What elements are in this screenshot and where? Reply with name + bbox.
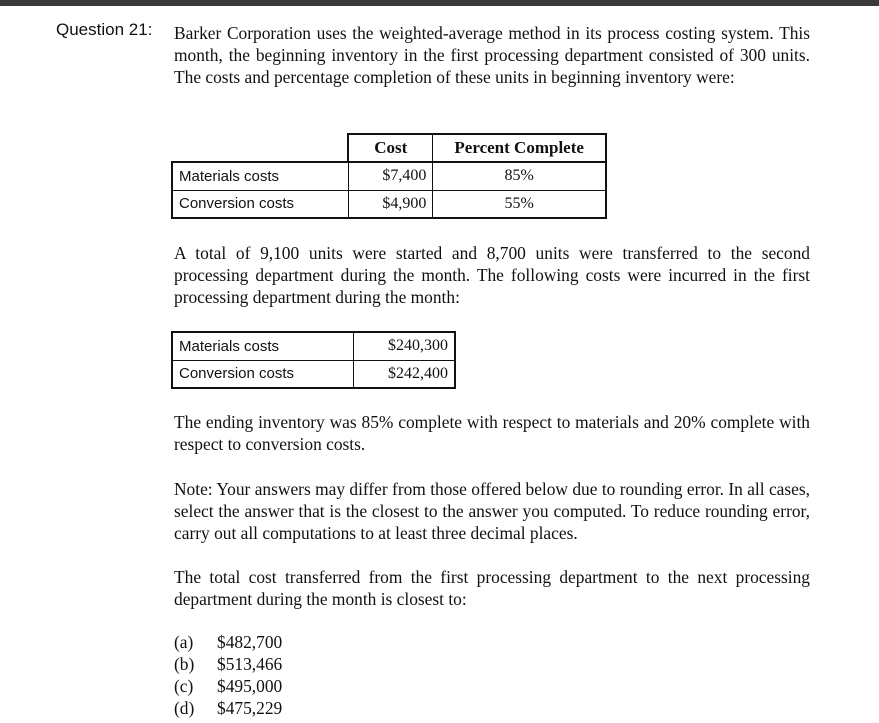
- answer-option-d[interactable]: [174, 697, 282, 719]
- amount-value: $242,400: [353, 360, 455, 388]
- option-value: $495,000: [217, 676, 283, 696]
- beginning-inventory-table: [171, 133, 607, 219]
- table-row: [172, 360, 455, 388]
- row-label: Conversion costs: [172, 190, 348, 218]
- option-letter: (d): [174, 698, 195, 718]
- option-value: $475,229: [217, 698, 283, 718]
- units-paragraph: A total of 9,100 units were started and 8,700 units were transferred to the second processing department during the month. The following costs were incurred in the first processing department during the month:: [174, 243, 810, 307]
- answer-option-a[interactable]: [174, 631, 282, 653]
- answer-option-c[interactable]: [174, 675, 282, 697]
- row-label: Conversion costs: [172, 360, 353, 388]
- percent-value: 85%: [433, 162, 606, 190]
- question-prompt: The total cost transferred from the first processing department to the next processing department during the month is closest to:: [174, 567, 810, 609]
- cost-header: Cost: [348, 134, 433, 162]
- option-value: $513,466: [217, 654, 283, 674]
- table-header-row: [172, 134, 606, 162]
- percent-value: 55%: [433, 190, 606, 218]
- table-row: [172, 332, 455, 360]
- top-border-bar: [0, 0, 879, 6]
- option-letter: (b): [174, 654, 195, 674]
- ending-inventory-paragraph: The ending inventory was 85% complete with respect to materials and 20% complete with respect to conversion costs.: [174, 412, 810, 454]
- answer-option-b[interactable]: [174, 653, 282, 675]
- option-letter: (a): [174, 632, 194, 652]
- amount-value: $240,300: [353, 332, 455, 360]
- table-row: [172, 162, 606, 190]
- table-row: [172, 190, 606, 218]
- answer-options: [174, 631, 282, 719]
- empty-header-cell: [172, 134, 348, 162]
- costs-incurred-table: [171, 331, 456, 389]
- option-letter: (c): [174, 676, 194, 696]
- cost-value: $7,400: [348, 162, 433, 190]
- option-value: $482,700: [217, 632, 283, 652]
- cost-value: $4,900: [348, 190, 433, 218]
- row-label: Materials costs: [172, 162, 348, 190]
- row-label: Materials costs: [172, 332, 353, 360]
- question-number: Question 21:: [56, 20, 153, 39]
- percent-complete-header: Percent Complete: [433, 134, 606, 162]
- question-intro: Barker Corporation uses the weighted-average method in its process costing system. This month, the beginning inventory in the first processing department consisted of 300 units. The costs and percentage completion of these units in beginning inventory were:: [174, 23, 810, 87]
- note-paragraph: Note: Your answers may differ from those offered below due to rounding error. In all cases, select the answer that is the closest to the answer you computed. To reduce rounding error, carry out all computations to at least three decimal places.: [174, 479, 810, 543]
